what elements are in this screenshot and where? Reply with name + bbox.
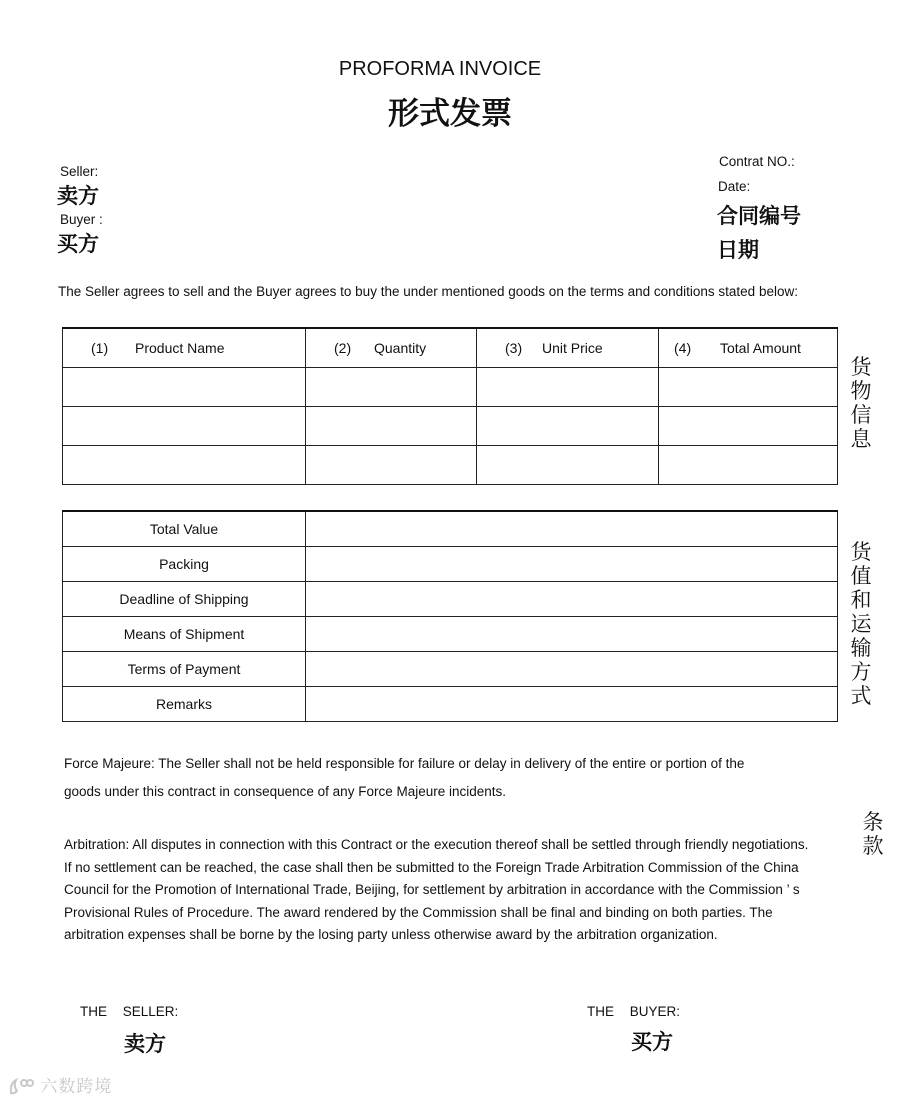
column-header-quantity (306, 328, 477, 368)
unit-price-cell[interactable] (477, 446, 659, 485)
side-label-char: 值 (850, 564, 872, 588)
deadline-of-shipping-label: Deadline of Shipping (63, 582, 306, 617)
table-row (63, 687, 838, 722)
column-number: (1) (91, 340, 109, 356)
clause-line: If no settlement can be reached, the case shall then be submitted to the Foreign Trade Arbitration Commission of the China (64, 859, 799, 875)
terms-of-payment-label: Terms of Payment (63, 652, 306, 687)
column-number: (2) (334, 340, 352, 356)
remarks-label: Remarks (63, 687, 306, 722)
arbitration-clause (64, 834, 808, 947)
intro-statement: The Seller agrees to sell and the Buyer agrees to buy the under mentioned goods on the terms and conditions stated below: (58, 284, 798, 299)
table-row (63, 547, 838, 582)
side-label-char: 条 (862, 810, 884, 834)
buyer-signature-cn: 买方 (631, 1030, 673, 1054)
product-name-cell[interactable] (63, 368, 306, 407)
column-number: (3) (505, 340, 523, 356)
seller-label: Seller: (60, 164, 99, 179)
clause-line: goods under this contract in consequence of any Force Majeure incidents. (64, 783, 507, 799)
column-header-total-amount (659, 328, 838, 368)
watermark (8, 1072, 112, 1097)
total-amount-cell[interactable] (659, 368, 838, 407)
force-majeure-clause (64, 753, 744, 803)
watermark-text: 六数跨境 (40, 1077, 113, 1097)
column-header-product-name (63, 328, 306, 368)
table-row (63, 446, 838, 485)
packing-label: Packing (63, 547, 306, 582)
goods-table-header (63, 328, 838, 368)
clause-line: Force Majeure: The Seller shall not be held responsible for failure or delay in delivery of the entire or portion of the (64, 756, 745, 771)
signature-role: SELLER: (122, 1004, 179, 1019)
seller-label-cn: 卖方 (57, 184, 99, 208)
column-header-unit-price (477, 328, 659, 368)
clause-line: Arbitration: All disputes in connection with this Contract or the execution thereof shall be settled through friendly negotiations. (64, 837, 809, 852)
table-row (63, 368, 838, 407)
side-label-char: 款 (862, 834, 884, 858)
deadline-of-shipping-field[interactable] (306, 582, 838, 617)
buyer-label: Buyer : (60, 212, 103, 227)
side-label-char: 息 (850, 427, 872, 451)
signature-the: THE (587, 1004, 614, 1019)
side-label-char: 物 (850, 379, 872, 403)
value-shipping-side-label (849, 540, 873, 708)
product-name-cell[interactable] (63, 446, 306, 485)
clause-line: Provisional Rules of Procedure. The award rendered by the Commission shall be final and binding on both parties. The (64, 904, 773, 920)
means-of-shipment-label: Means of Shipment (63, 617, 306, 652)
table-row (63, 617, 838, 652)
terms-side-label (861, 810, 885, 858)
column-label: Product Name (135, 340, 225, 356)
contract-no-label-cn: 合同编号 (717, 204, 801, 228)
table-row (63, 652, 838, 687)
table-row (63, 407, 838, 446)
means-of-shipment-field[interactable] (306, 617, 838, 652)
value-shipping-table (62, 510, 838, 722)
document-title: PROFORMA INVOICE (338, 58, 542, 80)
quantity-cell[interactable] (306, 407, 477, 446)
table-row (63, 582, 838, 617)
side-label-char: 方 (850, 660, 872, 684)
unit-price-cell[interactable] (477, 368, 659, 407)
side-label-char: 信 (850, 403, 872, 427)
clause-line: Council for the Promotion of International Trade, Beijing, for settlement by arbitration in accordance with the Commission ’ s (64, 882, 800, 897)
document-title-cn: 形式发票 (388, 96, 512, 132)
packing-field[interactable] (306, 547, 838, 582)
column-label: Unit Price (542, 340, 603, 356)
side-label-char: 运 (850, 612, 872, 636)
terms-of-payment-field[interactable] (306, 652, 838, 687)
side-label-char: 式 (850, 684, 872, 708)
remarks-field[interactable] (306, 687, 838, 722)
quantity-cell[interactable] (306, 368, 477, 407)
quantity-cell[interactable] (306, 446, 477, 485)
total-value-label: Total Value (63, 511, 306, 547)
watermark-logo-icon (8, 1077, 34, 1097)
buyer-signature-label (587, 1004, 680, 1019)
unit-price-cell[interactable] (477, 407, 659, 446)
goods-table (62, 327, 838, 485)
date-label: Date: (718, 179, 751, 194)
clause-line: arbitration expenses shall be borne by the losing party unless otherwise award by the arbitration organization. (64, 927, 718, 942)
side-label-char: 货 (850, 540, 872, 564)
product-name-cell[interactable] (63, 407, 306, 446)
total-value-field[interactable] (306, 511, 838, 547)
buyer-label-cn: 买方 (57, 232, 99, 256)
seller-signature-cn: 卖方 (124, 1032, 166, 1056)
signature-role: BUYER: (629, 1004, 681, 1019)
signature-the: THE (80, 1004, 107, 1019)
side-label-char: 货 (850, 355, 872, 379)
column-label: Quantity (374, 340, 427, 356)
table-row (63, 511, 838, 547)
seller-signature-label (80, 1004, 178, 1019)
column-label: Total Amount (720, 340, 801, 356)
side-label-char: 和 (850, 588, 872, 612)
total-amount-cell[interactable] (659, 407, 838, 446)
date-label-cn: 日期 (717, 238, 759, 262)
contract-no-label: Contrat NO.: (719, 154, 795, 169)
column-number: (4) (674, 340, 692, 356)
side-label-char: 输 (850, 636, 872, 660)
goods-info-side-label (849, 355, 873, 451)
total-amount-cell[interactable] (659, 446, 838, 485)
